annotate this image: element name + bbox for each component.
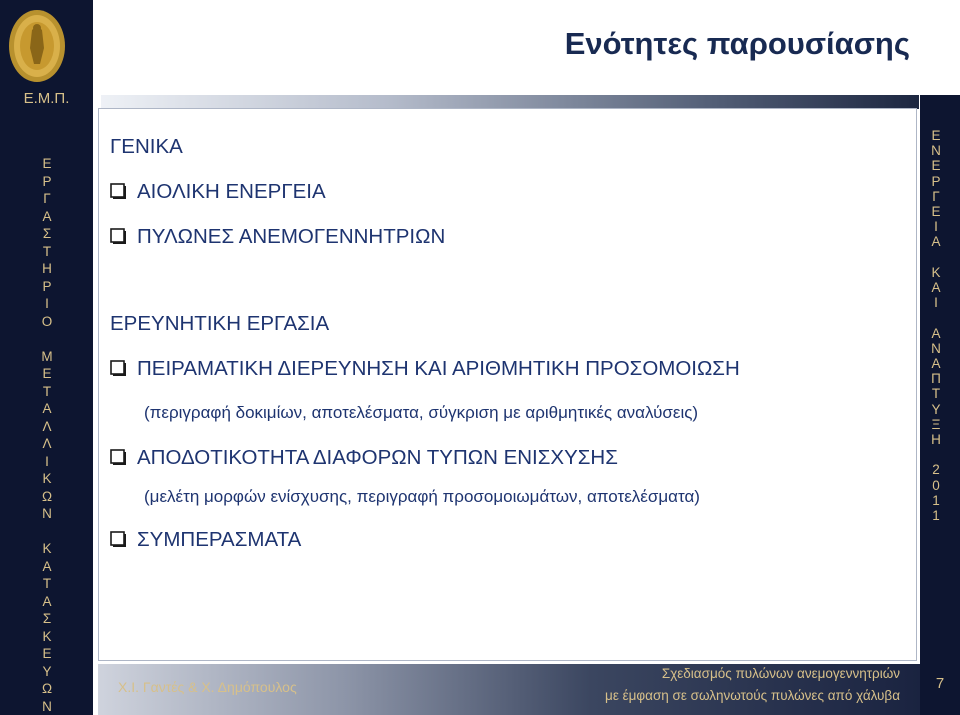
vertical-letter: Η xyxy=(42,261,52,276)
vertical-letter: Ν xyxy=(42,506,52,521)
vertical-letter: Ν xyxy=(931,340,941,356)
page-number: 7 xyxy=(935,675,945,692)
checkbox-square-icon xyxy=(110,225,130,245)
vertical-letter: Α xyxy=(931,325,941,341)
list-item-detail: (μελέτη μορφών ενίσχυσης, περιγραφή προσομοιωμάτων, αποτελέσματα) xyxy=(144,487,700,506)
vertical-letter: Α xyxy=(42,208,52,224)
vertical-letter: Α xyxy=(42,558,52,574)
vertical-letter xyxy=(38,523,56,541)
vertical-letter: 0 xyxy=(932,477,940,493)
vertical-letter: Α xyxy=(931,280,941,296)
vertical-letter: Ρ xyxy=(931,173,941,189)
vertical-letter: Γ xyxy=(932,188,940,204)
vertical-letter xyxy=(926,447,946,462)
vertical-letter: Λ xyxy=(42,436,52,451)
page-title: Ενότητες παρουσίασης xyxy=(564,26,910,61)
vertical-letter: 1 xyxy=(932,508,940,524)
vertical-letter: Ν xyxy=(42,698,52,714)
vertical-letter: Α xyxy=(42,593,52,609)
vertical-letter: Σ xyxy=(42,611,52,626)
list-item: ΠΕΙΡΑΜΑΤΙΚΗ ΔΙΕΡΕΥΝΗΣΗ ΚΑΙ ΑΡΙΘΜΗΤΙΚΗ ΠΡΟΣΟΜΟΙΩΣΗ xyxy=(137,357,740,380)
list-item: ΠΥΛΩΝΕΣ ΑΝΕΜΟΓΕΝΝΗΤΡΙΩΝ xyxy=(137,225,446,248)
vertical-letter: Κ xyxy=(931,264,941,280)
vertical-letter: Κ xyxy=(42,471,52,486)
section-heading-general: ΓΕΝΙΚΑ xyxy=(110,135,183,158)
footer-topic-line1: Σχεδιασμός πυλώνων ανεμογεννητριών xyxy=(661,666,900,681)
vertical-letter: Ο xyxy=(41,313,53,329)
vertical-letter: Τ xyxy=(42,383,52,399)
vertical-letter: Υ xyxy=(931,401,941,417)
vertical-letter: Α xyxy=(931,356,941,372)
vertical-letter: Κ xyxy=(42,628,52,644)
vertical-letter: Τ xyxy=(931,386,941,402)
vertical-letter: Ε xyxy=(42,366,52,381)
vertical-letter: Ι xyxy=(934,219,938,235)
vertical-letter: Ι xyxy=(45,453,49,469)
vertical-letter: Σ xyxy=(42,226,52,241)
checkbox-square-icon xyxy=(110,528,130,548)
vertical-letter xyxy=(926,310,946,325)
list-item: ΑΙΟΛΙΚΗ ΕΝΕΡΓΕΙΑ xyxy=(137,180,326,203)
vertical-letter: Α xyxy=(42,401,52,416)
vertical-letter: Ρ xyxy=(42,278,52,294)
vertical-letter: Υ xyxy=(42,663,52,679)
vertical-letter: 1 xyxy=(932,492,940,508)
list-item-detail: (περιγραφή δοκιμίων, αποτελέσματα, σύγκριση με αριθμητικές αναλύσεις) xyxy=(144,403,699,422)
vertical-letter xyxy=(38,330,56,348)
vertical-letter: Μ xyxy=(41,348,53,364)
vertical-letter: Τ xyxy=(42,243,52,259)
vertical-letter: Ρ xyxy=(42,173,52,189)
institution-label: Ε.Μ.Π. xyxy=(23,90,70,107)
vertical-letter: Γ xyxy=(43,191,51,206)
vertical-letter: Α xyxy=(931,234,941,250)
list-item: ΑΠΟΔΟΤΙΚΟΤΗΤΑ ΔΙΑΦΟΡΩΝ ΤΥΠΩΝ ΕΝΙΣΧΥΣΗΣ xyxy=(137,446,618,469)
vertical-conference-label xyxy=(926,128,946,523)
footer-topic-line2: με έμφαση σε σωληνωτούς πυλώνες από χάλυβα xyxy=(605,688,900,703)
vertical-letter: Ι xyxy=(45,296,49,311)
university-seal-icon xyxy=(8,8,66,84)
checkbox-square-icon xyxy=(110,446,130,466)
section-heading-research: ΕΡΕΥΝΗΤΙΚΗ ΕΡΓΑΣΙΑ xyxy=(110,312,330,335)
vertical-letter: Π xyxy=(931,371,941,387)
checkbox-square-icon xyxy=(110,357,130,377)
vertical-letter: Ω xyxy=(41,488,53,504)
vertical-letter: Τ xyxy=(42,576,52,591)
vertical-letter: Ε xyxy=(931,204,941,220)
vertical-letter: Ι xyxy=(934,295,938,311)
vertical-department-label xyxy=(38,155,56,715)
vertical-letter: Ε xyxy=(42,646,52,661)
vertical-letter: Κ xyxy=(42,541,52,556)
vertical-letter: Ω xyxy=(41,681,53,696)
checkbox-square-icon xyxy=(110,180,130,200)
vertical-letter: Ν xyxy=(931,143,941,159)
vertical-letter xyxy=(926,250,946,265)
vertical-letter: Ε xyxy=(931,128,941,143)
footer-authors: Χ.Ι. Γαντές & Χ. Δημόπουλος xyxy=(118,679,297,695)
vertical-letter: Ε xyxy=(42,156,52,171)
vertical-letter: Ξ xyxy=(931,416,941,432)
vertical-letter: Ε xyxy=(931,158,941,174)
vertical-letter: 2 xyxy=(932,462,940,478)
list-item: ΣΥΜΠΕΡΑΣΜΑΤΑ xyxy=(137,528,302,551)
vertical-letter: Λ xyxy=(42,418,52,434)
header-divider xyxy=(101,95,919,109)
vertical-letter: Η xyxy=(931,432,941,448)
